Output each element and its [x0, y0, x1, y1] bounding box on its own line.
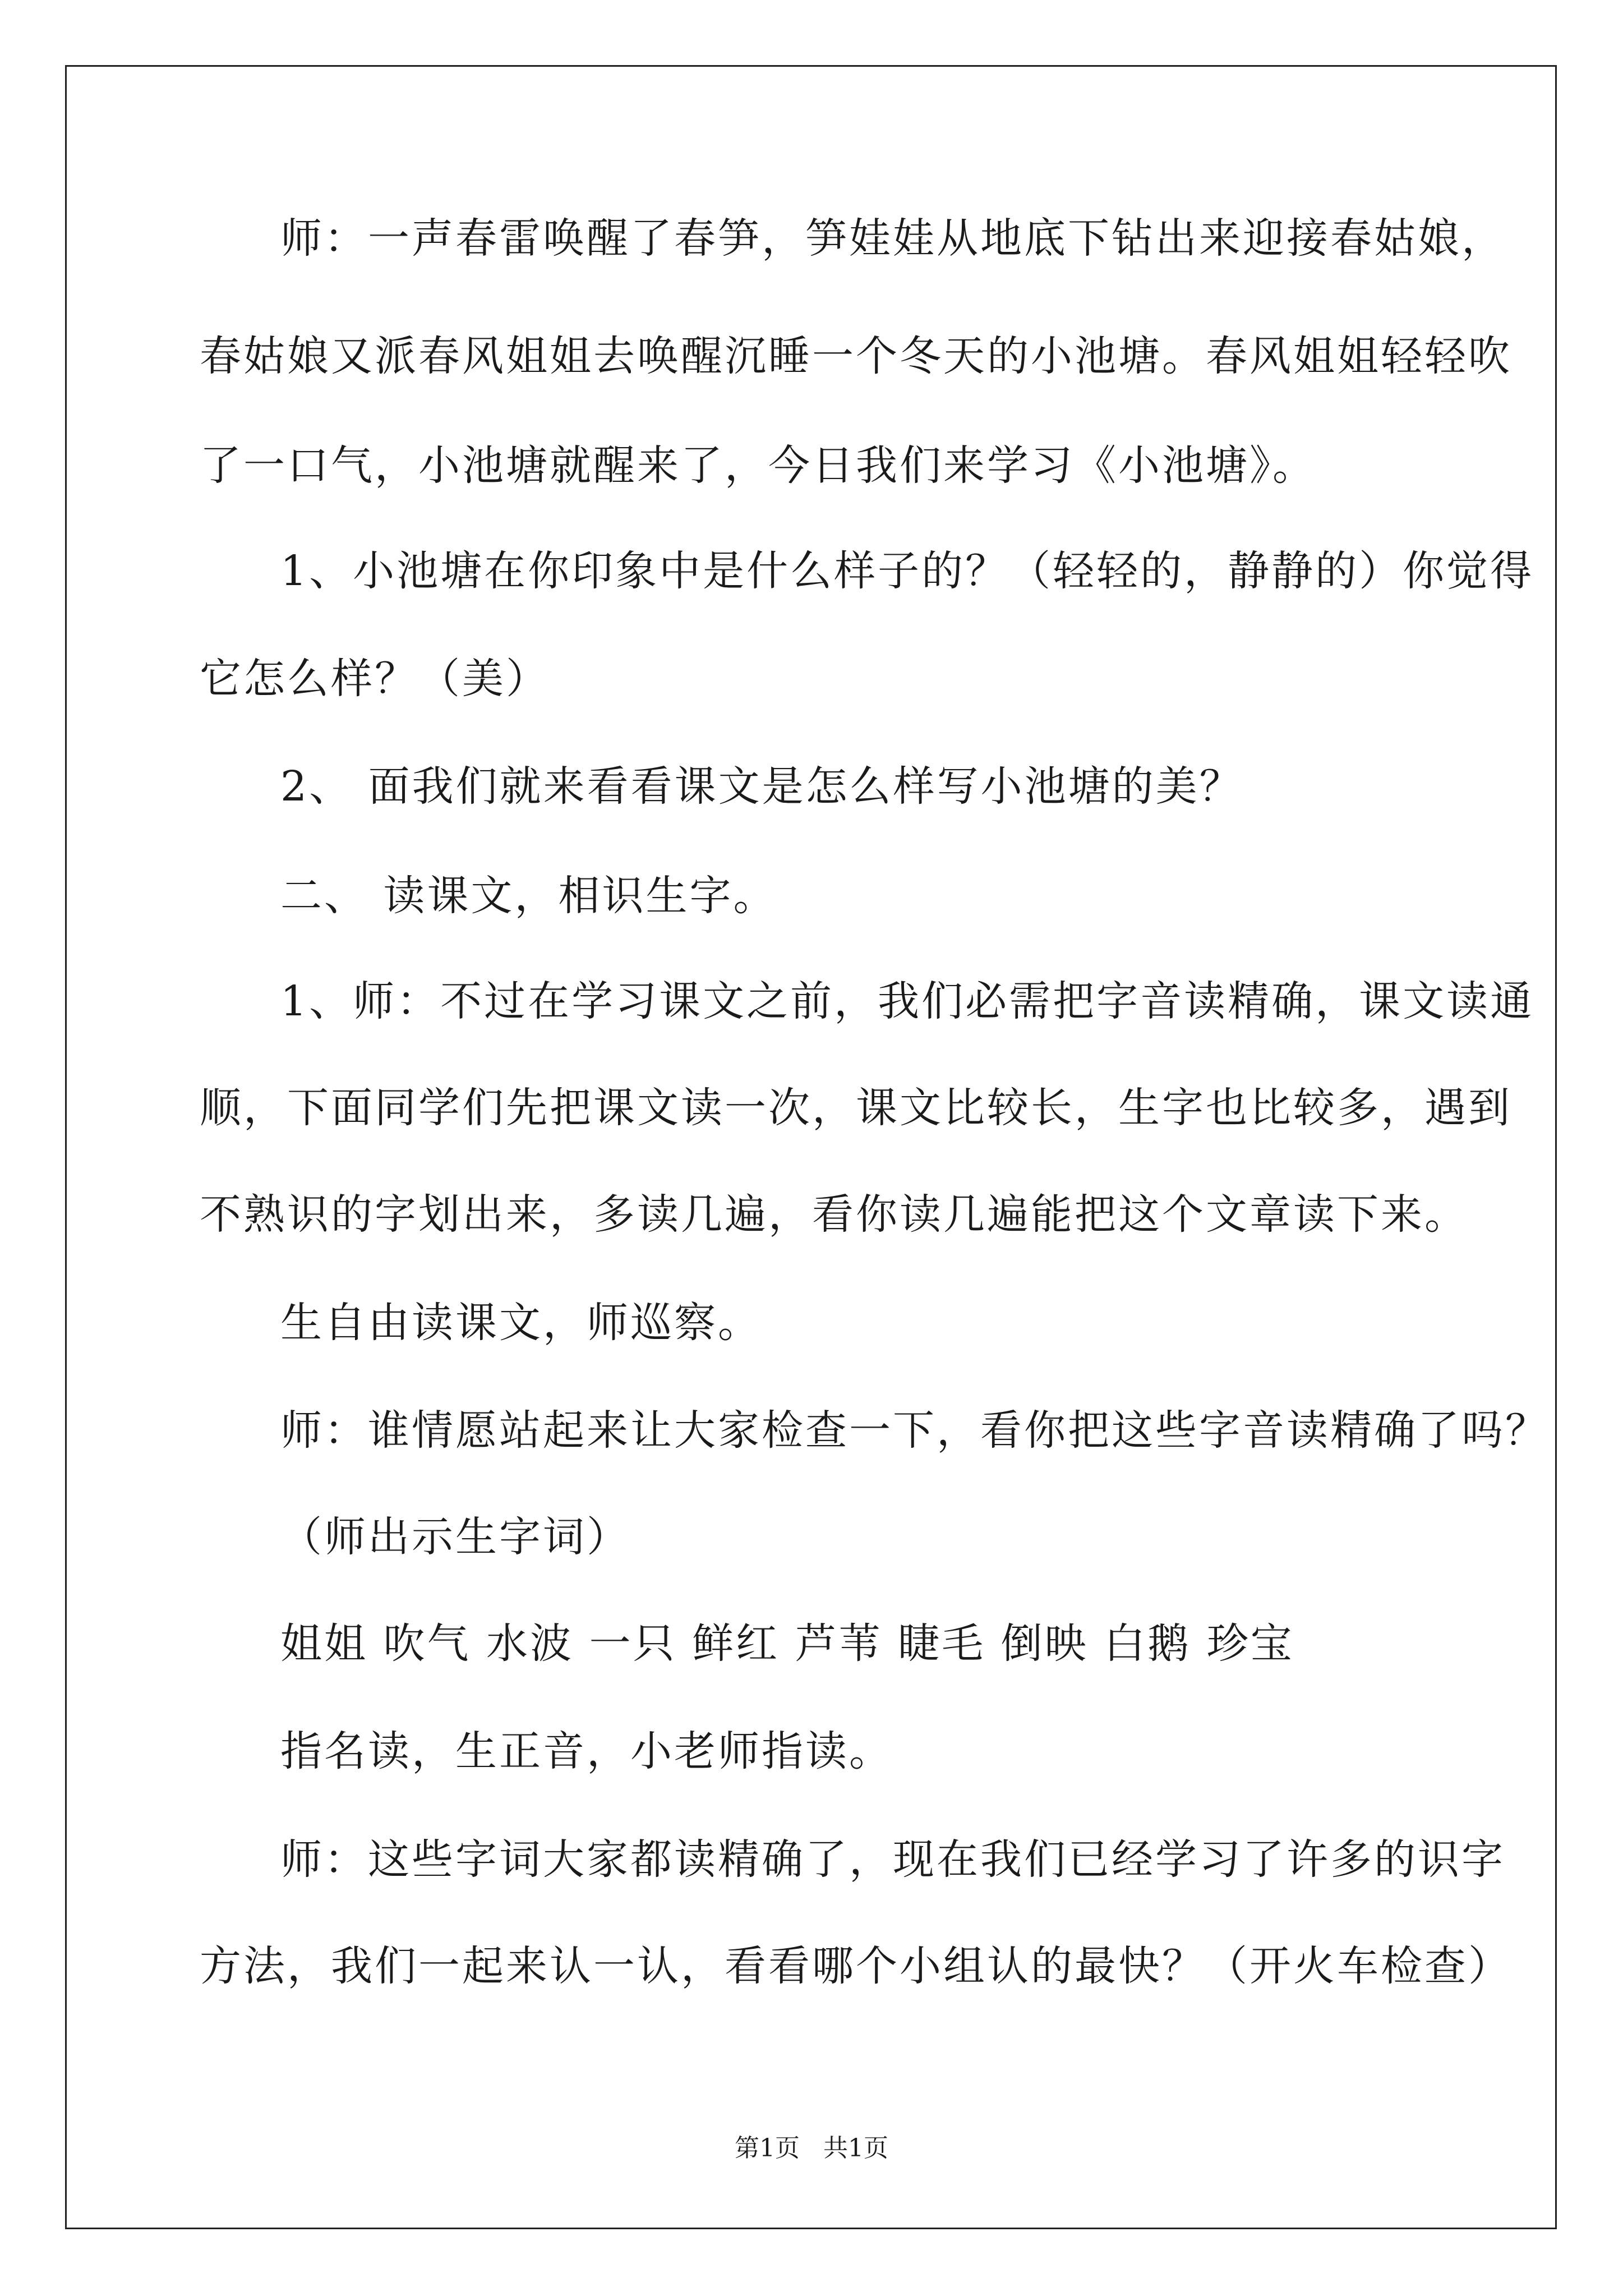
paragraph-line: 春姑娘又派春风姐姐去唤醒沉睡一个冬天的小池塘。春风姐姐轻轻吹 — [200, 332, 1512, 380]
paragraph-line: 师：一声春雷唤醒了春笋，笋娃娃从地底下钻出来迎接春姑娘， — [280, 214, 1505, 263]
paragraph-line: 方法，我们一起来认一认，看看哪个小组认的最快？（开火车检查） — [200, 1942, 1512, 1990]
paragraph-line: 师：这些字词大家都读精确了，现在我们已经学习了许多的识字 — [280, 1835, 1505, 1884]
paragraph-line: 师：谁情愿站起来让大家检查一下，看你把这些字音读精确了吗？ — [280, 1406, 1549, 1455]
vocabulary-list: 姐姐 吹气 水波 一只 鲜红 芦苇 睫毛 倒映 白鹅 珍宝 — [280, 1619, 1294, 1668]
paragraph-line: 2、 面我们就来看看课文是怎么样写小池塘的美？ — [280, 762, 1243, 811]
paragraph-line: 不熟识的字划出来，多读几遍，看你读几遍能把这个文章读下来。 — [200, 1190, 1468, 1239]
paragraph-line: 了一口气，小池塘就醒来了，今日我们来学习《小池塘》。 — [200, 441, 1316, 490]
page-border — [65, 65, 1557, 2229]
paragraph-line: 生自由读课文，师巡察。 — [280, 1299, 762, 1347]
paragraph-line: 1、师：不过在学习课文之前，我们必需把字音读精确，课文读通 — [280, 977, 1534, 1025]
section-heading: 二、 读课文，相识生字。 — [280, 872, 777, 920]
paragraph-line: 1、小池塘在你印象中是什么样子的？（轻轻的，静静的）你觉得 — [280, 547, 1534, 595]
paragraph-line: 指名读，生正音，小老师指读。 — [280, 1727, 893, 1775]
page-footer: 第1页 共1页 — [735, 2134, 888, 2162]
paragraph-line: 顺，下面同学们先把课文读一次，课文比较长，生字也比较多，遇到 — [200, 1084, 1512, 1132]
paragraph-line: （师出示生字词） — [280, 1513, 630, 1561]
paragraph-line: 它怎么样？（美） — [200, 655, 550, 703]
